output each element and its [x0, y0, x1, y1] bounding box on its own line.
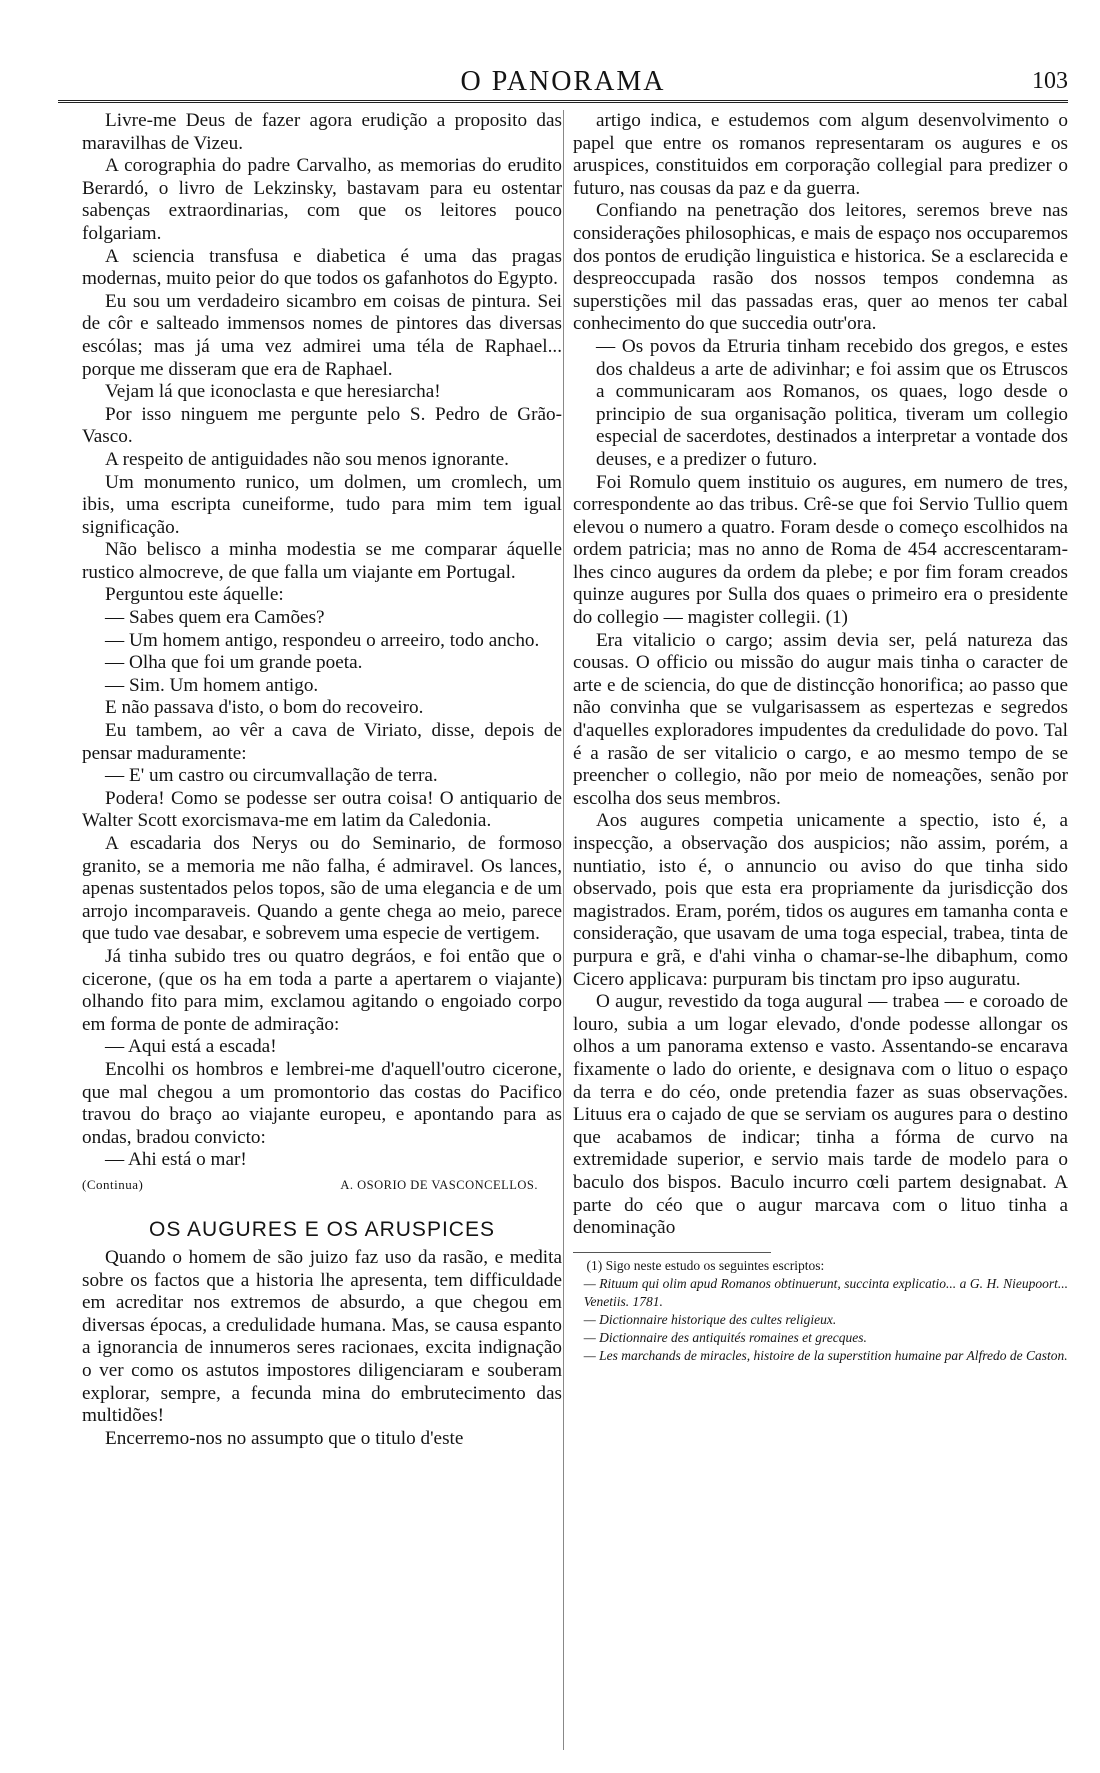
paragraph: Não belisco a minha modestia se me comparar áquelle rustico almocreve, de que falla um viajante em Portugal.: [82, 539, 562, 583]
paragraph: Quando o homem de são juizo faz uso da rasão, e medita sobre os factos que a historia lhe apresenta, tem difficuldade em acreditar nos extremos de absurdo, a que chegou em diversas épocas, a credulidade humana. Mas, se causa espanto a ignorancia de innumeros seres racionaes, excita indignação o ver como os astutos impostores diligenciaram e souberam explorar, sempre, a fecunda mina do embrutecimento das multidões!: [82, 1247, 562, 1427]
page-number: 103: [1032, 68, 1068, 94]
paragraph: A sciencia transfusa e diabetica é uma das pragas modernas, muito peior do que todos os gafanhotos do Egypto.: [82, 245, 562, 290]
page-header: [58, 58, 1068, 98]
paragraph: artigo indica, e estudemos com algum desenvolvimento o papel que entre os romanos representaram os augures e os aruspices, constituidos em corporação collegial para predizer o futuro, nas cousas da paz e da guerra.: [573, 110, 1068, 199]
continua-note: (Continua): [82, 1176, 144, 1192]
paragraph: Foi Romulo quem instituio os augures, em numero de tres, correspondente ao das tribus. Crê-se que foi Servio Tullio quem elevou o numero a quatro. Foram desde o começo escolhidos na ordem patricia; mas no anno de Roma de 454 accrescentaram-lhes cinco augures da ordem da plebe; e por fim foram creados quinze augures por Sulla dos quaes o primeiro era o presidente do collegio — magister collegii. (1): [573, 471, 1068, 629]
paragraph: — Os povos da Etruria tinham recebido dos gregos, e estes dos chaldeus a arte de adivinhar; e foi assim que os Etruscos a communicaram aos Romanos, os quaes, logo desde o principio de sua organisação politica, tiveram um collegio especial de sacerdotes, destinados a interpretar a vontade dos deuses, e a predizer o futuro.: [596, 335, 1068, 470]
footnote-list: [573, 1275, 1068, 1365]
paragraph: Vejam lá que iconoclasta e que heresiarcha!: [105, 381, 441, 403]
left-column: [82, 110, 562, 1750]
paragraph: Perguntou este áquelle:: [105, 584, 284, 606]
paragraph: Eu sou um verdadeiro sicambro em coisas de pintura. Sei de côr e salteado immensos nomes de pintores das diversas escólas; mas já uma vez admirei uma téla de Raphael... porque me disseram que era de Raphael.: [82, 290, 562, 380]
paragraph: Era vitalicio o cargo; assim devia ser, pelá natureza das cousas. O officio ou missão do augur mais tinha o caracter de arte e de sciencia, do que de distincção honorifica; ao passo que não convinha que se vulgarisassem as espertezas e segredos d'aquelles exploradores impudentes da credulidade do povo. Tal é a rasão de ser vitalicio o cargo, e ao mesmo tempo de se preencher o collegio, não por meio de nomeações, senão por escolha dos seus membros.: [573, 629, 1068, 809]
paragraph: A escadaria dos Nerys ou do Seminario, de formoso granito, se a memoria me não falha, é admiravel. Os lances, apenas sustentados pelos topos, são de uma elegancia e de um arrojo incomparaveis. Quando a gente chega ao meio, parece que tudo vae desabar, e sobrevem uma especie de vertigem.: [82, 833, 562, 945]
paragraph: Aos augures competia unicamente a spectio, isto é, a inspecção, a observação dos auspicios; não assim, porém, a nuntiatio, isto é, o annuncio ou aviso do que tinha sido observado, pois que esta era propriamente da jurisdicção dos magistrados. Eram, porém, tidos os augures em tamanha conta e consideração, que usavam de uma toga especial, trabea, tinta de purpura e grã, e d'ahi vinha o chamar-se-lhe dibaphum, como Cicero applicava: purpuram bis tinctam pro ipso auguratu.: [573, 810, 1068, 990]
section-heading: OS AUGURES E OS ARUSPICES: [149, 1217, 495, 1241]
paragraph: — Olha que foi um grande poeta.: [105, 652, 363, 674]
paragraph: — E' um castro ou circumvallação de terra.: [105, 765, 438, 787]
journal-title: O PANORAMA: [460, 66, 666, 97]
paragraph: E não passava d'isto, o bom do recoveiro.: [105, 697, 424, 719]
paragraph: Encolhi os hombros e lembrei-me d'aquell'outro cicerone, que mal chegou a um promontorio das costas do Pacifico travou do braço ao viajante europeu, e apontando para as ondas, bradou convicto:: [82, 1058, 562, 1148]
paragraph: Confiando na penetração dos leitores, seremos breve nas considerações philosophicas, e mais de espaço nos occuparemos dos pontos de erudição linguistica e historica. Se a esclarecida e despreoccupada rasão dos nossos tempos condemna as superstições mil das passadas eras, quer ao menos ter cabal conhecimento do que succedia outr'ora.: [573, 200, 1068, 335]
author-name: A. OSORIO DE VASCONCELLOS.: [340, 1177, 538, 1192]
paragraph: — Ahi está o mar!: [105, 1149, 247, 1171]
paragraph: Um monumento runico, um dolmen, um cromlech, um ibis, uma escripta cuneiforme, tudo para mim tem igual significação.: [82, 471, 562, 538]
footnote-reference: — Dictionnaire historique des cultes religieux.: [583, 1311, 837, 1327]
left-article-body: [82, 110, 562, 1172]
paragraph: Por isso ninguem me pergunte pelo S. Pedro de Grão-Vasco.: [82, 403, 562, 448]
paragraph: — Aqui está a escada!: [105, 1036, 277, 1058]
right-column: [573, 110, 1068, 1750]
right-article-body: [573, 110, 1068, 1240]
paragraph: Encerremo-nos no assumpto que o titulo d'este: [105, 1427, 464, 1449]
column-divider: [563, 110, 564, 1750]
section-body: [82, 1247, 562, 1450]
footnotes: [573, 1252, 1068, 1365]
paragraph: Já tinha subido tres ou quatro degráos, e foi então que o cicerone, (que os ha em toda a parte a apertarem o viajante) olhando fito para mim, exclamou agitando o engoiado corpo em forma de ponte de admiração:: [82, 945, 562, 1035]
paragraph: Eu tambem, ao vêr a cava de Viriato, disse, depois de pensar maduramente:: [82, 720, 562, 764]
paragraph: A respeito de antiguidades não sou menos ignorante.: [105, 448, 509, 470]
paragraph: — Sabes quem era Camões?: [105, 607, 325, 629]
footnote-reference: — Les marchands de miracles, histoire de la superstition humaine par Alfredo de Caston.: [583, 1347, 1068, 1363]
paragraph: A corographia do padre Carvalho, as memorias do erudito Berardó, o livro de Lekzinsky, bastavam para eu ostentar sabenças extraordinarias, com que os leitores pouco folgariam.: [82, 155, 562, 244]
footnote-separator: [573, 1252, 771, 1253]
article-signature: [82, 1174, 562, 1197]
paragraph: Livre-me Deus de fazer agora erudição a proposito das maravilhas de Vizeu.: [82, 110, 562, 154]
paragraph: — Um homem antigo, respondeu o arreeiro, todo ancho.: [105, 629, 540, 651]
footnote-reference: — Dictionnaire des antiquités romaines et grecques.: [583, 1329, 867, 1345]
paragraph: O augur, revestido da toga augural — trabea — e coroado de louro, subia a um logar elevado, d'onde podesse allongar os olhos a um panorama extenso e vasto. Assentando-se encarava fixamente o lado do oriente, e designava com o lituo o espaço da terra e do céo, onde pretendia fazer as suas observações. Lituus era o cajado de que se serviam os augures para o destino que acabamos de indicar; tinha a fórma de curvo na extremidade superior, e servio mais tarde de modelo para o baculo dos bispos. Baculo incurro cœli partem designabat. A parte do céo que o augur marcava com o lituo tinha a denominação: [573, 991, 1068, 1239]
paragraph: — Sim. Um homem antigo.: [105, 674, 319, 696]
header-rule: [58, 100, 1068, 103]
footnote-lead: (1) Sigo neste estudo os seguintes escriptos:: [586, 1257, 825, 1273]
footnote-reference: — Rituum qui olim apud Romanos obtinuerunt, succinta explicatio... a G. H. Nieupoort... Venetiis. 1781.: [583, 1275, 1068, 1309]
paragraph: Podera! Como se podesse ser outra coisa! O antiquario de Walter Scott exorcismava-me em latim da Caledonia.: [82, 787, 562, 832]
